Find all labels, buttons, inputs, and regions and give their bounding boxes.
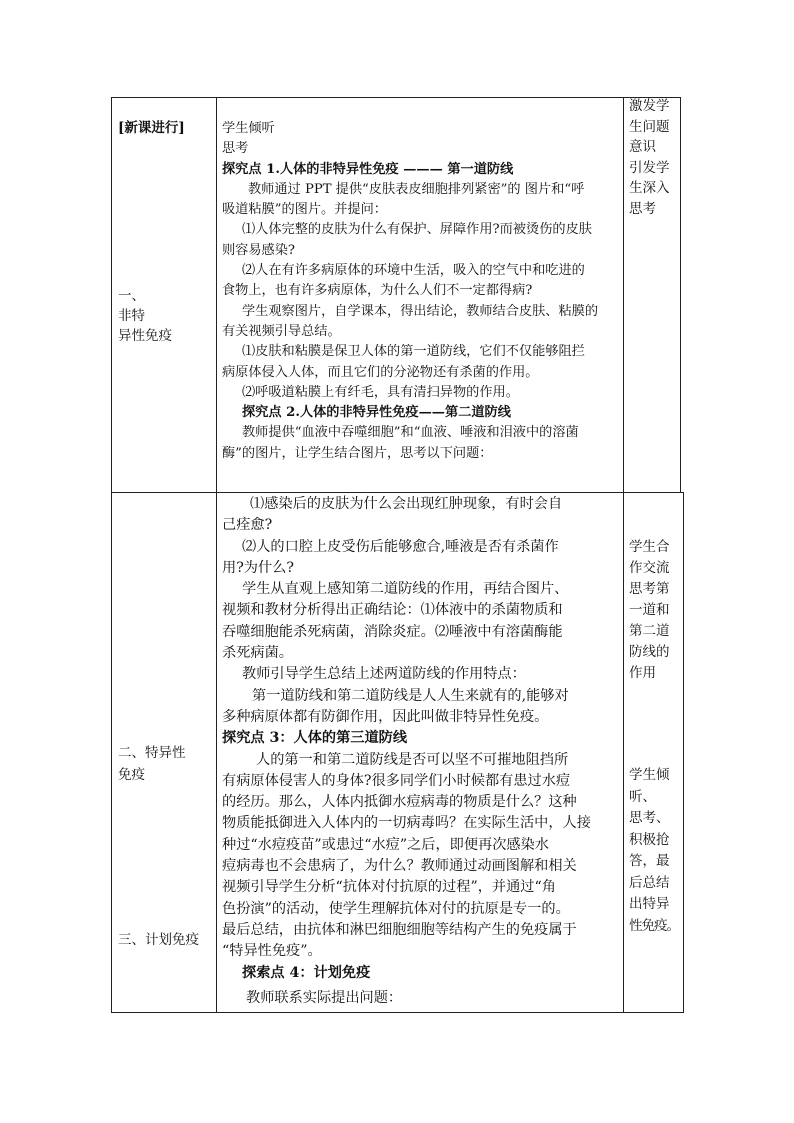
inquiry-heading: 探究点 1.人体的非特异性免疫 ——— 第一道防线	[222, 161, 514, 177]
note-line: 第二道	[629, 623, 670, 639]
body-line: 色扮演”的活动，使学生理解抗体对付的抗原是专一的。	[222, 900, 570, 917]
table1-left-border	[111, 97, 112, 493]
row1-col1-section	[118, 286, 214, 346]
note-line: 后总结	[629, 874, 670, 891]
table1-top-border	[111, 97, 681, 98]
body-line: 教师提供“血液中吞噬细胞”和“血液、唾液和泪液中的溶菌	[242, 425, 579, 441]
section-label: 一、	[118, 288, 145, 304]
section-label: 二、特异性	[118, 745, 186, 761]
table2-right-border	[683, 492, 684, 1013]
note-line: 思考	[629, 200, 656, 217]
body-line: 有病原体侵害人的身体?很多同学们小时候都有患过水痘	[222, 772, 571, 789]
body-line: 学生从直观上感知第二道防线的作用，再结合图片、	[242, 581, 569, 598]
body-line: 教师通过 PPT 提供“皮肤表皮细胞排列紧密”的 图片和“呼	[248, 181, 585, 197]
body-line: 最后总结，由抗体和淋巴细胞细胞等结构产生的免疫属于	[222, 921, 577, 938]
note-line: 意识	[629, 139, 656, 155]
body-line: 多种病原体都有防御作用，因此叫做非特异性免疫。	[222, 708, 549, 725]
row1-col2	[222, 119, 620, 464]
row2-col1-section3	[118, 930, 214, 951]
inquiry-heading: 探索点 4：计划免疫	[242, 964, 371, 981]
body-line: ⑴感染后的皮肤为什么会出现红肿现象，有时会自	[250, 496, 563, 512]
body-line: ⑴人体完整的皮肤为什么有保护、屏障作用?而被烫伤的皮肤	[242, 222, 592, 238]
body-line: 物质能抵御进入人体内的一切病毒吗？在实际生活中，人接	[222, 815, 591, 832]
inquiry-heading: 探究点 2.人体的非特异性免疫——第二道防线	[242, 405, 511, 421]
row2-col2	[222, 494, 622, 1009]
body-line: “特异性免疫”。	[222, 943, 322, 960]
note-line: 生深入	[629, 180, 670, 196]
row2-col1-section2	[118, 742, 214, 786]
section-label: 非特	[118, 308, 145, 324]
body-line: 痘病毒也不会患病了，为什么？教师通过动画图解和相关	[222, 858, 577, 875]
table2-bottom-border	[111, 1012, 684, 1013]
row1-col1	[118, 118, 214, 139]
note-line: 引发学	[629, 159, 670, 176]
note-line: 激发学	[629, 98, 670, 114]
note-line: 作交流	[629, 560, 670, 576]
body-line: 用?为什么?	[222, 559, 294, 576]
body-line: 教师联系实际提出问题：	[246, 989, 403, 1006]
body-line: 第一道防线和第二道防线是人人生来就有的,能够对	[252, 687, 569, 704]
note-line: 防线的	[629, 644, 670, 660]
table1-divider-1	[216, 97, 217, 493]
body-line: 有关视频引导总结。	[222, 323, 341, 339]
note-line: 一道和	[629, 602, 670, 618]
note-line: 思考、	[629, 810, 670, 826]
body-line: 食物上，也有许多病原体，为什么人们不一定都得病?	[222, 283, 533, 299]
body-line: 病原体侵入人体，而且它们的分泌物还有杀菌的作用。	[222, 364, 539, 380]
table2-left-border	[111, 492, 112, 1013]
body-line: ⑵呼吸道粘膜上有纤毛，具有清扫异物的作用。	[242, 384, 519, 400]
note-line: 出特异	[629, 896, 670, 912]
table1-divider-2	[623, 97, 624, 493]
row2-col3-notes-a	[629, 537, 683, 684]
body-line: 种过“水痘疫苗”或患过“水痘”之后，即便再次感染水	[222, 836, 549, 853]
note-line: 思考第	[629, 581, 670, 597]
body-line: 学生观察图片，自学课本，得出结论，教师结合皮肤、粘膜的	[242, 303, 599, 319]
inquiry-heading: 探究点 3：人体的第三道防线	[222, 730, 408, 747]
row1-col3	[629, 96, 679, 219]
note-line: 生问题	[629, 118, 670, 135]
note-line: 学生倾	[629, 767, 670, 783]
body-line: 吸道粘膜”的图片。并提问：	[222, 202, 387, 218]
body-line: ⑵人在有许多病原体的环境中生活，吸入的空气中和吃进的	[242, 263, 585, 279]
table2-divider-2	[623, 492, 624, 1013]
body-line: 的经历。那么，人体内抵御水痘病毒的物质是什么？这种	[222, 794, 577, 811]
table2-top-border	[111, 492, 684, 493]
body-line: 视频引导学生分析“抗体对付抗原的过程”，并通过“角	[222, 879, 556, 896]
note-line: 学生合	[629, 539, 670, 555]
body-line: 教师引导学生总结上述两道防线的作用特点：	[242, 666, 526, 683]
note-line: 性免疫。	[629, 917, 679, 934]
section-label: 免疫	[118, 767, 145, 783]
body-line: 学生倾听	[222, 121, 275, 136]
body-line: 视频和教材分析得出正确结论：⑴体液中的杀菌物质和	[222, 602, 563, 619]
row2-col3-notes-b	[629, 765, 683, 937]
section-label: 三、计划免疫	[118, 932, 199, 948]
table2-divider-1	[216, 492, 217, 1013]
body-line: 酶”的图片，让学生结合图片，思考以下问题：	[222, 445, 493, 461]
note-line: 听、	[629, 788, 656, 805]
note-line: 作用	[629, 665, 656, 681]
body-line: 杀死病菌。	[222, 645, 293, 662]
body-line: 思考	[222, 141, 249, 157]
body-line: 则容易感染?	[222, 242, 296, 258]
section-label: 异性免疫	[118, 328, 172, 344]
body-line: ⑴皮肤和粘膜是保卫人体的第一道防线，它们不仅能够阻拦	[242, 344, 585, 360]
note-line: 积极抢	[629, 831, 670, 848]
body-line: 己痊愈?	[222, 517, 273, 534]
body-line: 吞噬细胞能杀死病菌，消除炎症。⑵唾液中有溶菌酶能	[222, 623, 563, 640]
body-line: 人的第一和第二道防线是否可以坚不可摧地阻挡所	[256, 751, 569, 768]
note-line: 答，最	[629, 853, 670, 869]
body-line: ⑵人的口腔上皮受伤后能够愈合,唾液是否有杀菌作	[242, 538, 559, 555]
lesson-heading: [新课进行]	[118, 120, 185, 136]
table1-right-border	[680, 97, 681, 493]
